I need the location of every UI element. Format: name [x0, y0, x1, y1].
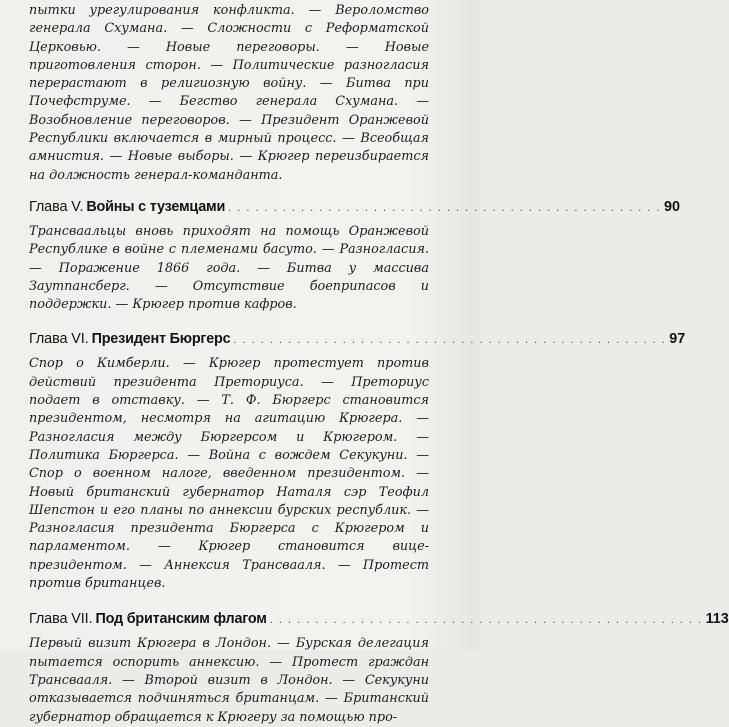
chapter-summary: Спор о Кимберли. — Крюгер протестует против действий президента Преториуса. — Преториус подает в отставку. — Т. Ф. Бюргерс становится президентом, несмотря на агитацию Крюгера. — Разногласия между Бюргерсом и Крюгером. — Политика Бюргерса. — Война с вождем Секукуни. — Спор о военном налоге, введенном президентом. — Новый британский губернатор Наталя сэр Теофил Шепстон и его планы по аннексии бурских республик. — Разногласия президента Бюргерса с Крюгером и парламентом. — Крюгер становится вице-президентом. — Аннексия Трансвааля. — Протест против британцев. [29, 356, 429, 592]
chapter-title: Войны с туземцами [86, 198, 226, 215]
chapter-title: Президент Бюргерс [91, 331, 231, 348]
chapter-title: Под британским флагом [95, 611, 267, 628]
chapter-page-number: 113 [705, 611, 729, 628]
leader-dots: . . . . . . . . . . . . . . . . . . . . . . . . . . . . . . . . . . . . . . . . . . . . . . . . [228, 201, 661, 214]
chapter-page-number: 90 [663, 198, 680, 215]
chapter-summary-continued: пытки урегулирования конфликта. — Вероломство генерала Схумана. — Сложности с Реформатской Церковью. — Новые переговоры. — Новые приготовления сторон. — Политические разногласия перерастают в религиозную войну. — Битва при Почефструме. — Бегство генерала Схумана. — Возобновление переговоров. — Президент Оранжевой Республики включается в мирный процесс. — Всеобщая амнистия. — Новые выборы. — Крюгер переизбирается на должность генерал-команданта. [29, 3, 429, 183]
chapter-summary: Первый визит Крюгера в Лондон. — Бурская делегация пытается оспорить аннексию. — Протест граждан Трансвааля. — Второй визит в Лондон. — Секукуни отказывается подчиняться британцам. — Британский губернатор обращается к Крюгеру за помощью про- [29, 636, 429, 725]
chapter-summary: Трансваальцы вновь приходят на помощь Оранжевой Республике в войне с племенами басуто. — Разногласия. — Поражение 1866 года. — Битва у массива Заутпансберг. — Отсутствие боеприпасов и поддержки. — Крюгер против кафров. [29, 223, 429, 313]
leader-dots: . . . . . . . . . . . . . . . . . . . . . . . . . . . . . . . . . . . . . . . . . . . . . . . . [269, 614, 703, 627]
toc-entry-chapter-7[interactable] [29, 607, 729, 632]
chapter-label: Глава V. [29, 198, 84, 215]
chapter-label: Глава VI. [29, 331, 89, 348]
chapter-page-number: 97 [669, 331, 686, 348]
toc-content [29, 0, 729, 727]
leader-dots: . . . . . . . . . . . . . . . . . . . . . . . . . . . . . . . . . . . . . . . . . . . . . . . . [233, 334, 667, 347]
chapter-label: Глава VII. [29, 611, 93, 628]
toc-entry-chapter-5[interactable] [29, 195, 680, 220]
toc-entry-chapter-6[interactable] [29, 327, 686, 352]
